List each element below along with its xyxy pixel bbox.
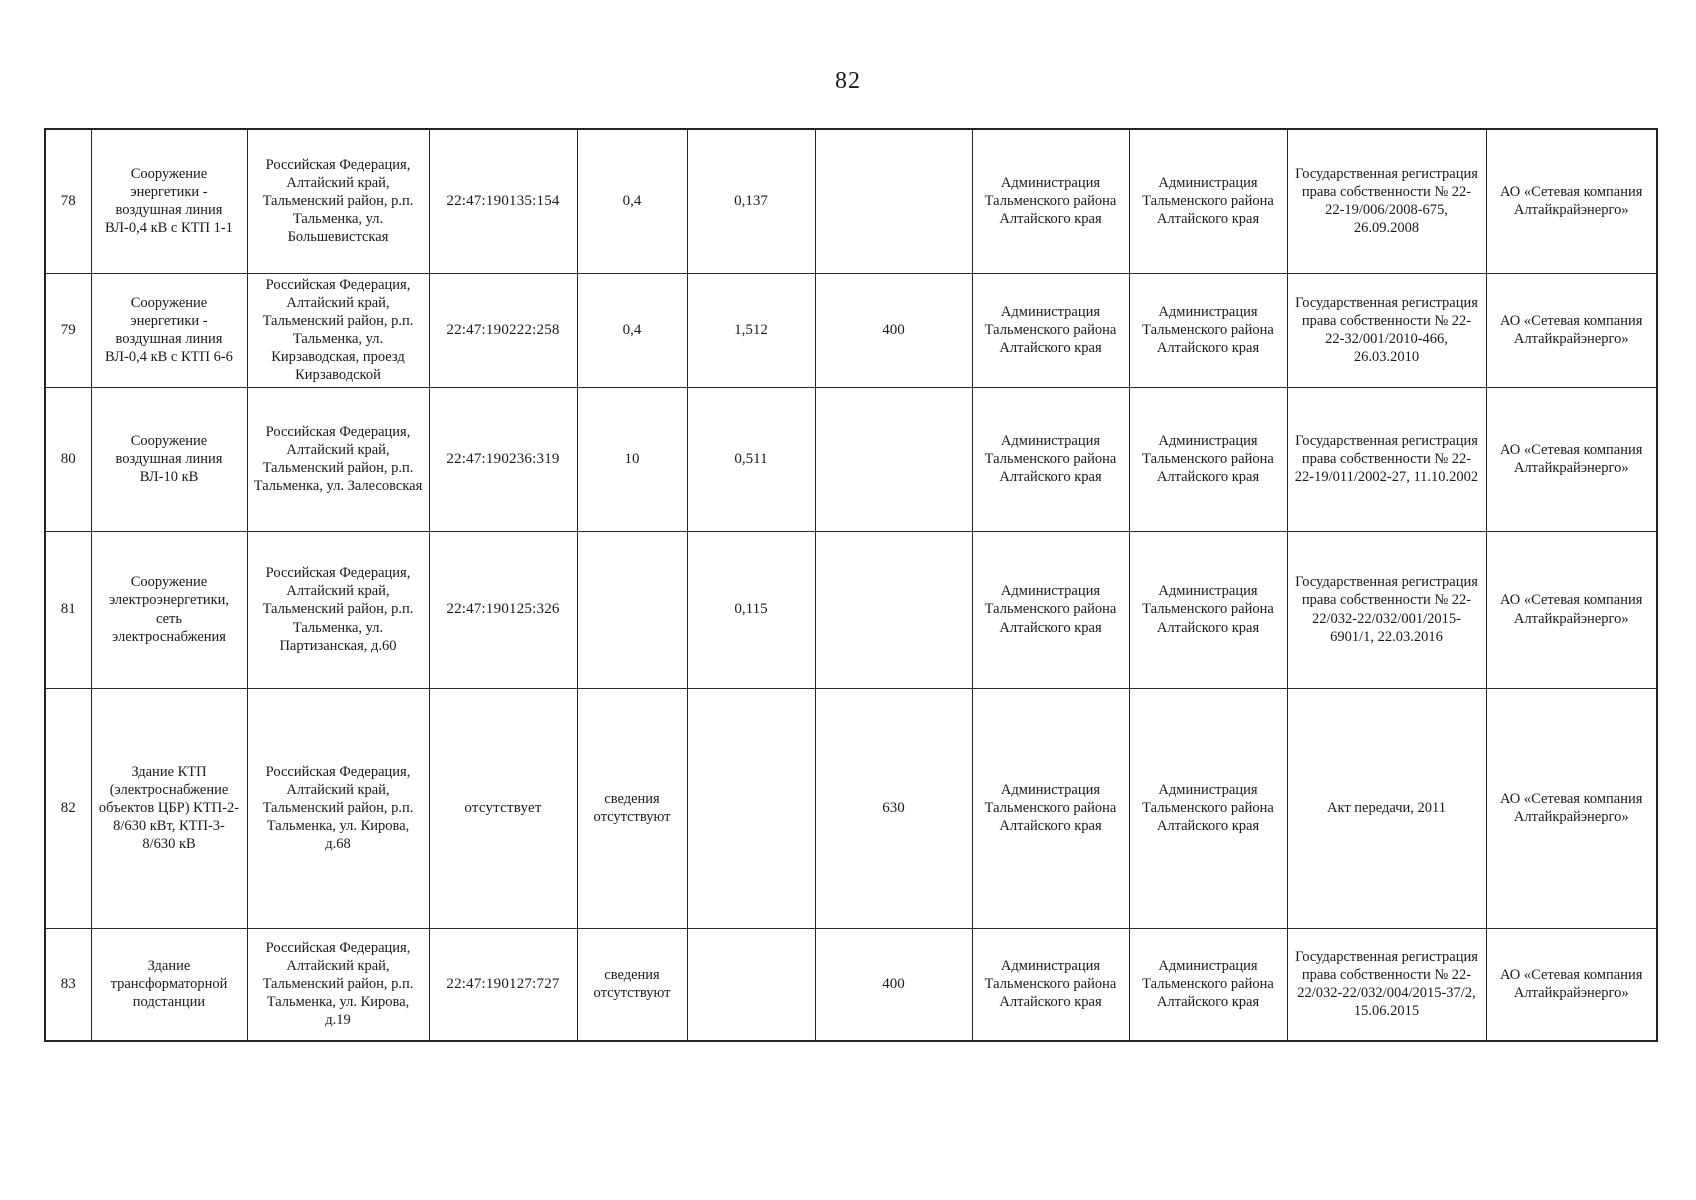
holder-cell: Администрация Тальменского района Алтайского края (972, 129, 1129, 273)
length-cell: 0,115 (687, 531, 815, 688)
operator-cell: АО «Сетевая компания Алтайкрайэнерго» (1486, 387, 1657, 531)
property-registry-table (44, 128, 1658, 1042)
cadastral-number-cell: 22:47:190135:154 (429, 129, 577, 273)
power-cell (815, 129, 972, 273)
cadastral-number-cell: 22:47:190127:727 (429, 928, 577, 1041)
voltage-cell: 0,4 (577, 273, 687, 387)
voltage-cell (577, 531, 687, 688)
power-cell (815, 387, 972, 531)
operator-cell: АО «Сетевая компания Алтайкрайэнерго» (1486, 273, 1657, 387)
operator-cell: АО «Сетевая компания Алтайкрайэнерго» (1486, 928, 1657, 1041)
title-document-cell: Государственная регистрация права собственности № 22-22/032-22/032/004/2015-37/2, 15.06.2015 (1287, 928, 1486, 1041)
object-name-cell: Сооружение энергетики - воздушная линия ВЛ-0,4 кВ с КТП 1-1 (91, 129, 247, 273)
holder-cell: Администрация Тальменского района Алтайского края (1129, 387, 1287, 531)
holder-cell: Администрация Тальменского района Алтайского края (972, 531, 1129, 688)
voltage-cell: 10 (577, 387, 687, 531)
row-number-cell: 80 (45, 387, 91, 531)
length-cell: 1,512 (687, 273, 815, 387)
table-row (45, 688, 1657, 928)
length-cell: 0,511 (687, 387, 815, 531)
power-cell: 630 (815, 688, 972, 928)
address-cell: Российская Федерация, Алтайский край, Тальменский район, р.п. Тальменка, ул. Партизанская, д.60 (247, 531, 429, 688)
voltage-cell: 0,4 (577, 129, 687, 273)
holder-cell: Администрация Тальменского района Алтайского края (1129, 129, 1287, 273)
length-cell: 0,137 (687, 129, 815, 273)
holder-cell: Администрация Тальменского района Алтайского края (1129, 273, 1287, 387)
row-number-cell: 79 (45, 273, 91, 387)
voltage-cell: сведения отсутствуют (577, 688, 687, 928)
row-number-cell: 83 (45, 928, 91, 1041)
table-row (45, 273, 1657, 387)
cadastral-number-cell: 22:47:190222:258 (429, 273, 577, 387)
power-cell: 400 (815, 928, 972, 1041)
length-cell (687, 688, 815, 928)
row-number-cell: 81 (45, 531, 91, 688)
holder-cell: Администрация Тальменского района Алтайского края (972, 273, 1129, 387)
row-number-cell: 82 (45, 688, 91, 928)
object-name-cell: Здание трансформаторной подстанции (91, 928, 247, 1041)
object-name-cell: Сооружение энергетики - воздушная линия ВЛ-0,4 кВ с КТП 6-6 (91, 273, 247, 387)
power-cell: 400 (815, 273, 972, 387)
title-document-cell: Государственная регистрация права собственности № 22-22/032-22/032/001/2015-6901/1, 22.03.2016 (1287, 531, 1486, 688)
title-document-cell: Государственная регистрация права собственности № 22-22-19/011/2002-27, 11.10.2002 (1287, 387, 1486, 531)
address-cell: Российская Федерация, Алтайский край, Тальменский район, р.п. Тальменка, ул. Кирова, д.19 (247, 928, 429, 1041)
operator-cell: АО «Сетевая компания Алтайкрайэнерго» (1486, 129, 1657, 273)
voltage-cell: сведения отсутствуют (577, 928, 687, 1041)
operator-cell: АО «Сетевая компания Алтайкрайэнерго» (1486, 688, 1657, 928)
holder-cell: Администрация Тальменского района Алтайского края (972, 387, 1129, 531)
length-cell (687, 928, 815, 1041)
cadastral-number-cell: 22:47:190236:319 (429, 387, 577, 531)
title-document-cell: Государственная регистрация права собственности № 22-22-32/001/2010-466, 26.03.2010 (1287, 273, 1486, 387)
holder-cell: Администрация Тальменского района Алтайского края (972, 928, 1129, 1041)
holder-cell: Администрация Тальменского района Алтайского края (972, 688, 1129, 928)
table-row (45, 928, 1657, 1041)
address-cell: Российская Федерация, Алтайский край, Тальменский район, р.п. Тальменка, ул. Большевистская (247, 129, 429, 273)
holder-cell: Администрация Тальменского района Алтайского края (1129, 531, 1287, 688)
cadastral-number-cell: отсутствует (429, 688, 577, 928)
power-cell (815, 531, 972, 688)
table-row (45, 387, 1657, 531)
title-document-cell: Государственная регистрация права собственности № 22-22-19/006/2008-675, 26.09.2008 (1287, 129, 1486, 273)
row-number-cell: 78 (45, 129, 91, 273)
title-document-cell: Акт передачи, 2011 (1287, 688, 1486, 928)
table-row (45, 531, 1657, 688)
holder-cell: Администрация Тальменского района Алтайского края (1129, 688, 1287, 928)
address-cell: Российская Федерация, Алтайский край, Тальменский район, р.п. Тальменка, ул. Кирзаводская, проезд Кирзаводской (247, 273, 429, 387)
table-row (45, 129, 1657, 273)
object-name-cell: Здание КТП (электроснабжение объектов ЦБР) КТП-2-8/630 кВт, КТП-3-8/630 кВ (91, 688, 247, 928)
address-cell: Российская Федерация, Алтайский край, Тальменский район, р.п. Тальменка, ул. Залесовская (247, 387, 429, 531)
operator-cell: АО «Сетевая компания Алтайкрайэнерго» (1486, 531, 1657, 688)
address-cell: Российская Федерация, Алтайский край, Тальменский район, р.п. Тальменка, ул. Кирова, д.68 (247, 688, 429, 928)
object-name-cell: Сооружение электроэнергетики, сеть электроснабжения (91, 531, 247, 688)
holder-cell: Администрация Тальменского района Алтайского края (1129, 928, 1287, 1041)
object-name-cell: Сооружение воздушная линия ВЛ-10 кВ (91, 387, 247, 531)
cadastral-number-cell: 22:47:190125:326 (429, 531, 577, 688)
page-number: 82 (835, 68, 861, 94)
